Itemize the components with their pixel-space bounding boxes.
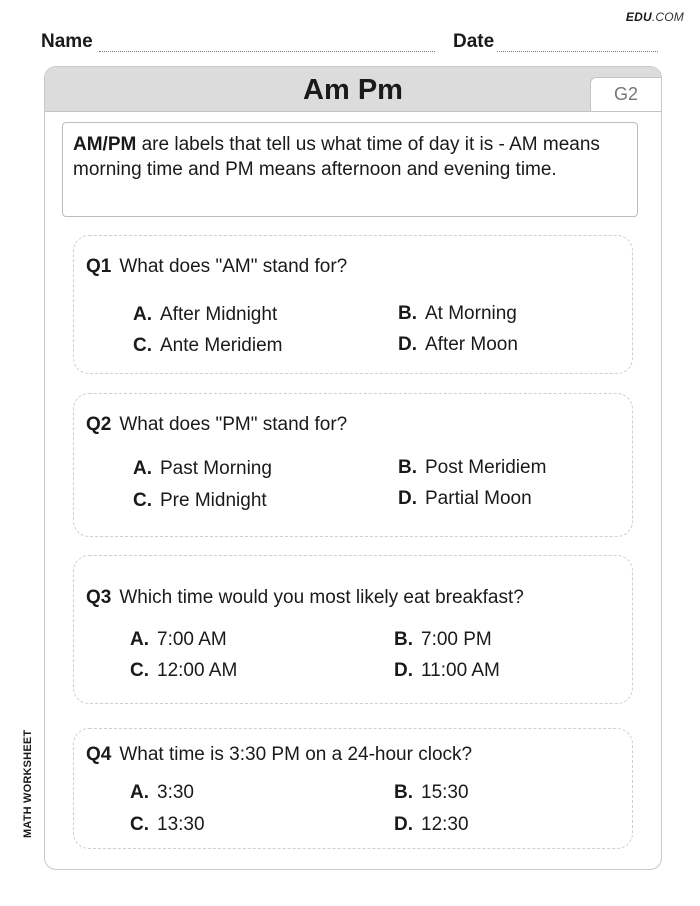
worksheet-header xyxy=(45,67,661,112)
option-letter: A. xyxy=(130,782,149,803)
brand-logo xyxy=(626,10,684,24)
option-text: 13:30 xyxy=(157,814,205,835)
option-b[interactable] xyxy=(398,303,517,325)
intro-text: are labels that tell us what time of day it is - AM means morning time and PM means afternoon and evening time. xyxy=(73,134,600,180)
option-c[interactable] xyxy=(130,814,205,836)
name-label: Name xyxy=(41,31,93,52)
question-card-4 xyxy=(73,728,633,849)
option-text: Ante Meridiem xyxy=(160,335,283,356)
option-letter: A. xyxy=(133,304,152,325)
question-number: Q2 xyxy=(86,414,112,435)
question-prompt: Which time would you most likely eat breakfast? xyxy=(119,587,524,608)
date-label: Date xyxy=(453,31,495,52)
name-field[interactable] xyxy=(99,51,435,52)
option-letter: A. xyxy=(133,458,152,479)
option-letter: D. xyxy=(398,488,417,509)
option-a[interactable] xyxy=(130,782,194,804)
option-letter: B. xyxy=(398,457,417,478)
option-c[interactable] xyxy=(133,335,283,357)
option-letter: D. xyxy=(398,334,417,355)
option-text: Pre Midnight xyxy=(160,490,267,511)
option-d[interactable] xyxy=(398,334,518,356)
option-c[interactable] xyxy=(130,660,237,682)
option-letter: C. xyxy=(130,660,149,681)
grade-badge: G2 xyxy=(590,77,661,111)
date-field[interactable] xyxy=(497,51,658,52)
question-prompt: What does "AM" stand for? xyxy=(119,256,348,277)
intro-box xyxy=(62,122,638,217)
side-label: MATH WORKSHEET xyxy=(22,729,34,838)
page-title: Am Pm xyxy=(303,74,403,106)
option-text: Past Morning xyxy=(160,458,272,479)
option-a[interactable] xyxy=(133,458,272,480)
worksheet-card xyxy=(44,66,662,870)
option-text: At Morning xyxy=(425,303,517,324)
option-text: After Moon xyxy=(425,334,518,355)
question-text xyxy=(86,587,524,609)
question-card-1 xyxy=(73,235,633,374)
question-prompt: What does "PM" stand for? xyxy=(119,414,348,435)
question-card-2 xyxy=(73,393,633,537)
option-letter: B. xyxy=(398,303,417,324)
brand-logo-bold: EDU xyxy=(625,10,652,24)
option-text: 12:00 AM xyxy=(157,660,238,681)
question-text xyxy=(86,414,347,436)
option-letter: D. xyxy=(394,660,413,681)
option-letter: B. xyxy=(394,782,413,803)
option-letter: C. xyxy=(130,814,149,835)
option-letter: A. xyxy=(130,629,149,650)
question-text xyxy=(86,256,347,278)
option-d[interactable] xyxy=(394,660,500,682)
option-text: Post Meridiem xyxy=(425,457,547,478)
option-letter: B. xyxy=(394,629,413,650)
option-c[interactable] xyxy=(133,490,267,512)
question-number: Q4 xyxy=(86,744,112,765)
option-text: 15:30 xyxy=(421,782,469,803)
question-card-3 xyxy=(73,555,633,704)
option-text: 3:30 xyxy=(157,782,194,803)
question-text xyxy=(86,744,472,766)
option-d[interactable] xyxy=(398,488,532,510)
option-b[interactable] xyxy=(394,782,469,804)
option-text: 11:00 AM xyxy=(421,660,500,681)
option-text: 12:30 xyxy=(421,814,469,835)
option-letter: D. xyxy=(394,814,413,835)
option-a[interactable] xyxy=(133,304,277,326)
option-text: 7:00 PM xyxy=(421,629,492,650)
option-letter: C. xyxy=(133,335,152,356)
option-a[interactable] xyxy=(130,629,227,651)
option-letter: C. xyxy=(133,490,152,511)
question-number: Q1 xyxy=(86,256,112,277)
question-prompt: What time is 3:30 PM on a 24-hour clock? xyxy=(119,744,473,765)
option-d[interactable] xyxy=(394,814,469,836)
option-text: 7:00 AM xyxy=(157,629,227,650)
brand-logo-suffix: .COM xyxy=(651,10,684,24)
option-text: After Midnight xyxy=(160,304,278,325)
option-text: Partial Moon xyxy=(425,488,532,509)
intro-term: AM/PM xyxy=(73,134,137,155)
option-b[interactable] xyxy=(394,629,492,651)
option-b[interactable] xyxy=(398,457,546,479)
question-number: Q3 xyxy=(86,587,112,608)
